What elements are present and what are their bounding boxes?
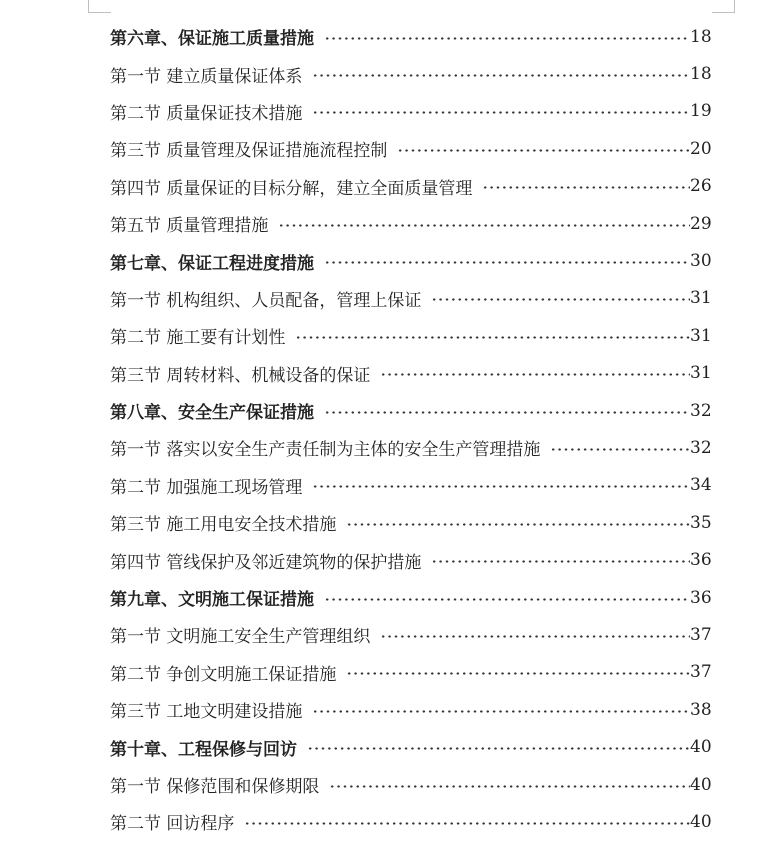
toc-entry-title: 第一节 机构组织、人员配备，管理上保证 [110, 290, 422, 311]
toc-entry-page: 38 [690, 699, 712, 720]
toc-entry-title: 第五节 质量管理措施 [110, 216, 269, 237]
dot-leader [278, 224, 690, 227]
toc-entry[interactable] [0, 280, 710, 317]
dot-leader [312, 74, 690, 77]
toc-entry-title: 第一节 文明施工安全生产管理组织 [110, 627, 371, 648]
toc-entry-page: 18 [690, 26, 712, 47]
dot-leader [244, 822, 690, 825]
toc-entry[interactable] [0, 242, 710, 279]
toc-entry-title: 第二节 施工要有计划性 [110, 328, 286, 349]
dot-leader [324, 37, 690, 40]
dot-leader [307, 747, 690, 750]
toc-entry[interactable] [0, 93, 710, 130]
toc-entry-page: 32 [690, 400, 712, 421]
dot-leader [295, 336, 690, 339]
dot-leader [397, 149, 690, 152]
table-of-contents [0, 18, 780, 841]
dot-leader [312, 710, 690, 713]
dot-leader [329, 785, 690, 788]
toc-entry[interactable] [0, 691, 710, 728]
toc-entry-title: 第四节 质量保证的目标分解，建立全面质量管理 [110, 178, 473, 199]
dot-leader [324, 598, 690, 601]
toc-entry-title: 第二节 质量保证技术措施 [110, 103, 303, 124]
dot-leader [312, 111, 690, 114]
toc-entry-title: 第一节 保修范围和保修期限 [110, 777, 320, 797]
toc-entry-page: 19 [690, 101, 712, 122]
toc-entry[interactable] [0, 467, 710, 504]
toc-entry-title: 第四节 管线保护及邻近建筑物的保护措施 [110, 552, 422, 573]
toc-entry-title: 第三节 周转材料、机械设备的保证 [110, 365, 371, 386]
toc-entry-title: 第三节 施工用电安全技术措施 [110, 515, 337, 536]
toc-entry[interactable] [0, 168, 710, 205]
toc-entry[interactable] [0, 130, 710, 167]
toc-entry-page: 36 [690, 587, 712, 608]
toc-entry-page: 36 [690, 550, 712, 571]
toc-entry-title: 第二节 回访程序 [110, 814, 235, 835]
dot-leader [431, 560, 690, 563]
toc-entry-page: 31 [690, 363, 712, 384]
toc-entry-page: 40 [690, 811, 712, 832]
toc-entry-page: 40 [690, 737, 712, 758]
toc-entry-title: 第九章、文明施工保证措施 [110, 590, 314, 611]
dot-leader [324, 261, 690, 264]
toc-entry[interactable] [0, 429, 710, 466]
toc-entry-page: 31 [690, 325, 712, 346]
toc-entry[interactable] [0, 205, 710, 242]
toc-entry[interactable] [0, 728, 710, 765]
toc-entry-page: 18 [690, 64, 712, 85]
toc-entry-title: 第一节 落实以安全生产责任制为主体的安全生产管理措施 [110, 440, 541, 461]
toc-entry-title: 第八章、安全生产保证措施 [110, 403, 314, 424]
toc-entry-title: 第二节 争创文明施工保证措施 [110, 664, 337, 685]
toc-entry[interactable] [0, 18, 710, 55]
toc-entry-page: 40 [690, 774, 712, 795]
toc-entry[interactable] [0, 579, 710, 616]
toc-entry[interactable] [0, 541, 710, 578]
toc-entry-page: 32 [690, 437, 712, 458]
toc-entry-page: 34 [690, 475, 712, 496]
dot-leader [324, 411, 690, 414]
toc-entry-title: 第二节 加强施工现场管理 [110, 477, 303, 498]
toc-entry-page: 20 [690, 138, 712, 159]
dot-leader [431, 298, 690, 301]
toc-entry[interactable] [0, 504, 710, 541]
dot-leader [346, 672, 690, 675]
toc-entry[interactable] [0, 654, 710, 691]
toc-entry[interactable] [0, 392, 710, 429]
toc-entry[interactable] [0, 355, 710, 392]
toc-entry-title: 第十章、工程保修与回访 [110, 739, 297, 760]
toc-entry[interactable] [0, 766, 710, 803]
toc-entry-page: 30 [690, 251, 712, 272]
toc-entry[interactable] [0, 317, 710, 354]
toc-entry-page: 35 [690, 512, 712, 533]
toc-entry-page: 26 [690, 176, 712, 197]
margin-corner-mark-left [88, 0, 111, 13]
toc-entry-title: 第七章、保证工程进度措施 [110, 253, 314, 274]
toc-entry[interactable] [0, 55, 710, 92]
margin-corner-mark-right [712, 0, 735, 13]
toc-entry-page: 31 [690, 288, 712, 309]
toc-entry-title: 第一节 建立质量保证体系 [110, 66, 303, 87]
toc-entry-title: 第六章、保证施工质量措施 [110, 29, 314, 50]
toc-entry-page: 37 [690, 662, 712, 683]
dot-leader [312, 485, 690, 488]
toc-entry-page: 29 [690, 213, 712, 234]
toc-entry-title: 第三节 工地文明建设措施 [110, 702, 303, 723]
dot-leader [550, 448, 690, 451]
toc-entry[interactable] [0, 803, 710, 840]
toc-entry-title: 第三节 质量管理及保证措施流程控制 [110, 141, 388, 162]
dot-leader [482, 186, 690, 189]
dot-leader [346, 523, 690, 526]
toc-entry[interactable] [0, 616, 710, 653]
dot-leader [380, 635, 690, 638]
dot-leader [380, 373, 690, 376]
toc-entry-page: 37 [690, 624, 712, 645]
